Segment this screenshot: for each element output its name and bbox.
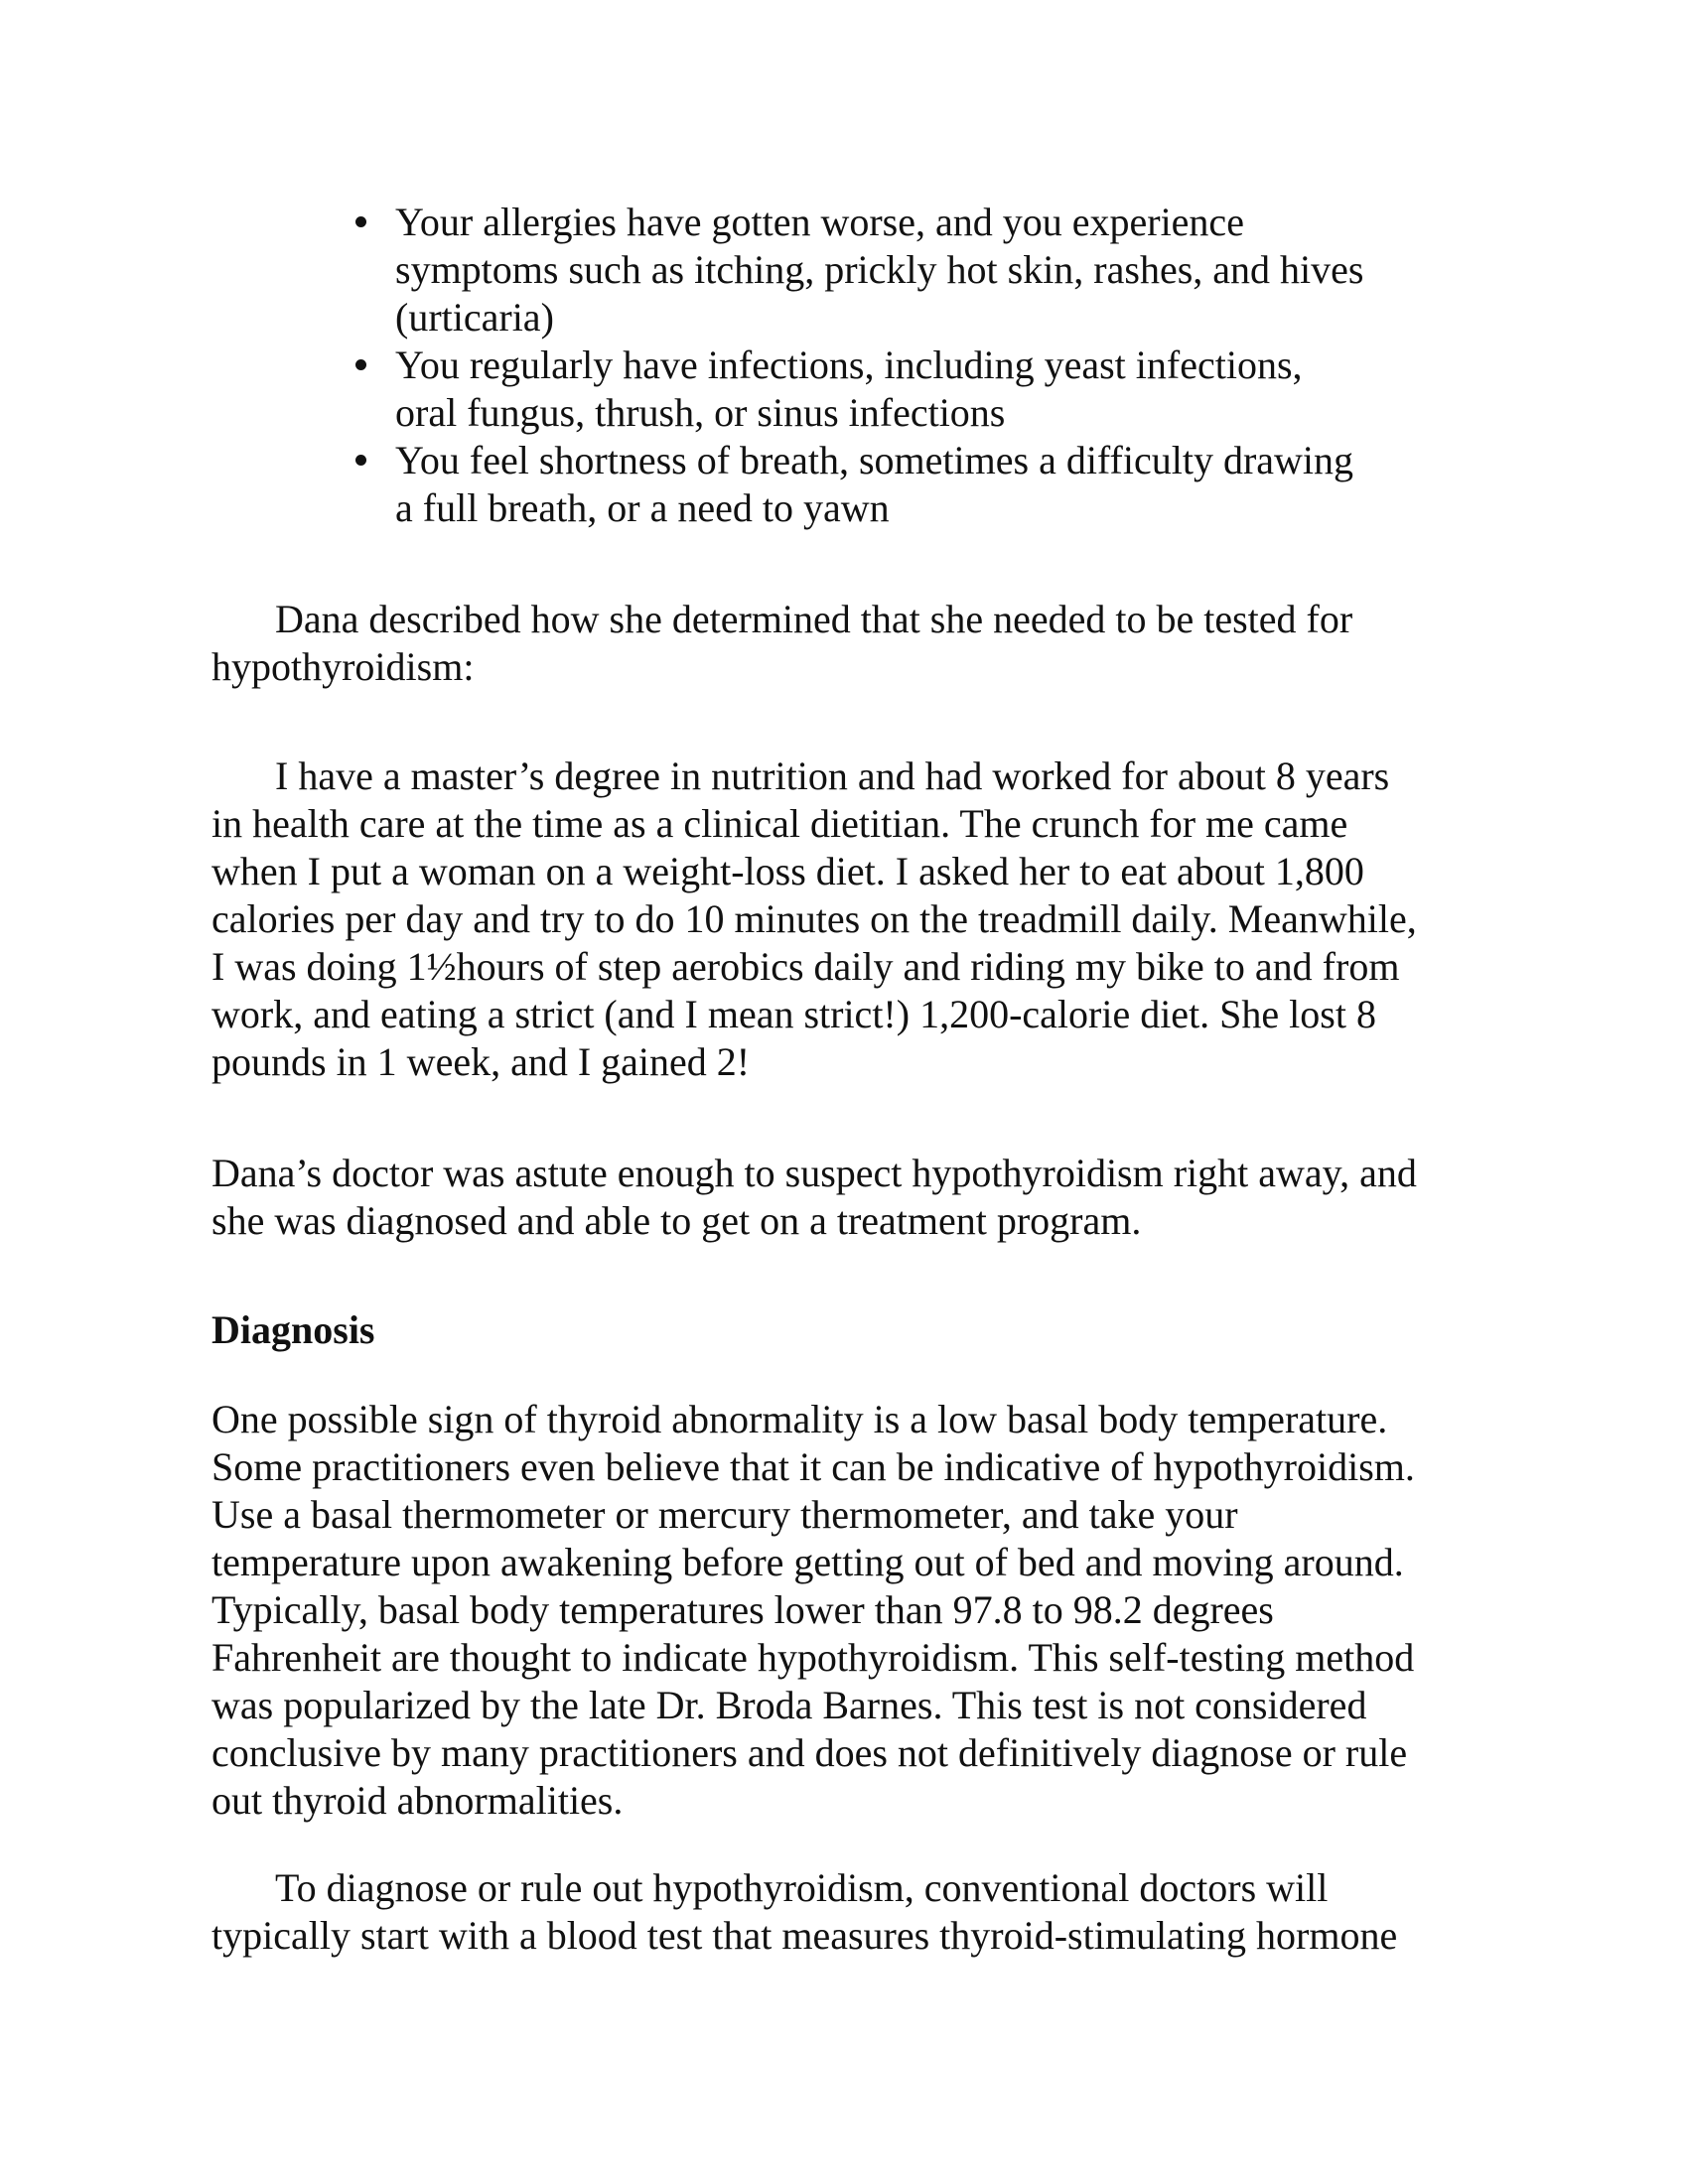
quote-line: in health care at the time as a clinical dietitian. The crunch for me came — [211, 801, 1348, 846]
bullet-dot — [355, 216, 366, 227]
bullet-line: (urticaria) — [395, 295, 554, 340]
paragraph-line: Typically, basal body temperatures lower than 97.8 to 98.2 degrees — [211, 1587, 1274, 1632]
bullet-line: You feel shortness of breath, sometimes a difficulty drawing — [395, 438, 1354, 482]
section-heading: Diagnosis — [211, 1307, 375, 1352]
paragraph-line: conclusive by many practitioners and does not definitively diagnose or rule — [211, 1730, 1408, 1775]
bullet-line: You regularly have infections, including yeast infections, — [395, 342, 1303, 387]
paragraph-line: hypothyroidism: — [211, 644, 475, 689]
paragraph-line: Fahrenheit are thought to indicate hypothyroidism. This self-testing method — [211, 1635, 1415, 1680]
paragraph-line: temperature upon awakening before getting out of bed and moving around. — [211, 1540, 1404, 1584]
paragraph-line: Some practitioners even believe that it can be indicative of hypothyroidism. — [211, 1444, 1415, 1489]
quote-line: work, and eating a strict (and I mean strict!) 1,200-calorie diet. She lost 8 — [211, 992, 1376, 1036]
paragraph-line: One possible sign of thyroid abnormality is a low basal body temperature. — [211, 1397, 1388, 1441]
quote-line: I was doing 1½hours of step aerobics daily and riding my bike to and from — [211, 944, 1400, 989]
quote-line: pounds in 1 week, and I gained 2! — [211, 1039, 751, 1084]
paragraph-line: was popularized by the late Dr. Broda Barnes. This test is not considered — [211, 1683, 1367, 1727]
bullet-dot — [355, 455, 366, 466]
paragraph-line: Dana’s doctor was astute enough to suspect hypothyroidism right away, and — [211, 1151, 1417, 1195]
quote-line: I have a master’s degree in nutrition and had worked for about 8 years — [275, 753, 1390, 798]
bullet-line: a full breath, or a need to yawn — [395, 485, 890, 530]
paragraph-line: out thyroid abnormalities. — [211, 1778, 624, 1823]
bullet-line: symptoms such as itching, prickly hot skin, rashes, and hives — [395, 247, 1364, 292]
quote-line: when I put a woman on a weight-loss diet. I asked her to eat about 1,800 — [211, 849, 1364, 893]
quote-line: calories per day and try to do 10 minutes on the treadmill daily. Meanwhile, — [211, 896, 1417, 941]
paragraph-line: Use a basal thermometer or mercury thermometer, and take your — [211, 1492, 1238, 1537]
bullet-line: Your allergies have gotten worse, and you experience — [395, 200, 1244, 244]
paragraph-line: she was diagnosed and able to get on a treatment program. — [211, 1198, 1142, 1243]
paragraph-line: Dana described how she determined that she needed to be tested for — [275, 597, 1353, 641]
paragraph-line: typically start with a blood test that measures thyroid-stimulating hormone — [211, 1913, 1398, 1958]
paragraph-line: To diagnose or rule out hypothyroidism, conventional doctors will — [275, 1865, 1329, 1910]
bullet-line: oral fungus, thrush, or sinus infections — [395, 390, 1006, 435]
bullet-dot — [355, 359, 366, 370]
